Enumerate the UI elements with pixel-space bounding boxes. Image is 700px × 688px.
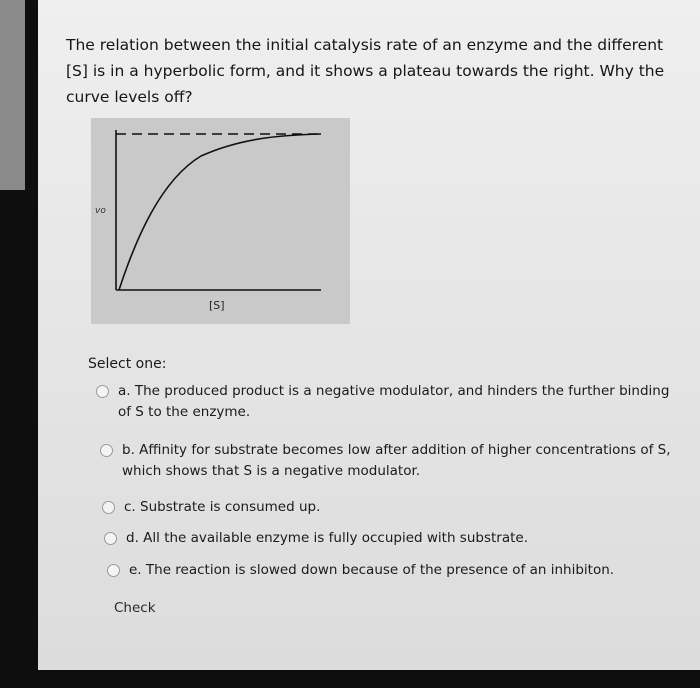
option-a[interactable] — [96, 381, 686, 423]
option-e[interactable] — [107, 560, 614, 581]
option-c-text: Substrate is consumed up. — [140, 499, 321, 515]
option-d-text: All the available enzyme is fully occupied with substrate. — [143, 530, 529, 546]
option-b[interactable] — [100, 440, 690, 482]
radio-c[interactable] — [102, 501, 115, 514]
option-c-letter: c. — [124, 499, 136, 515]
check-button[interactable]: Check — [114, 600, 156, 616]
option-a-text: The produced product is a negative modulator, and hinders the further binding of S to the enzyme. — [118, 383, 670, 420]
option-b-letter: b. — [122, 442, 135, 458]
select-one-label: Select one: — [88, 356, 167, 372]
radio-d[interactable] — [104, 532, 117, 545]
option-a-letter: a. — [118, 383, 131, 399]
michaelis-menten-graph — [91, 118, 350, 324]
option-b-text: Affinity for substrate becomes low after addition of higher concentrations of S, which shows that S is a negative modulator. — [122, 442, 671, 479]
background-strip — [0, 0, 25, 190]
radio-b[interactable] — [100, 444, 113, 457]
radio-a[interactable] — [96, 385, 109, 398]
question-text: The relation between the initial catalysis rate of an enzyme and the different [S] is in a hyperbolic form, and it shows a plateau towards the right. Why the curve levels off? — [66, 36, 665, 106]
option-c[interactable] — [102, 497, 320, 518]
option-d[interactable] — [104, 528, 528, 549]
y-axis-label: vo — [95, 206, 106, 216]
radio-e[interactable] — [107, 564, 120, 577]
option-e-letter: e. — [129, 562, 142, 578]
option-d-letter: d. — [126, 530, 139, 546]
x-axis-label: [S] — [209, 299, 225, 312]
option-e-text: The reaction is slowed down because of the presence of an inhibiton. — [145, 562, 615, 578]
graph-svg — [91, 118, 350, 324]
saturation-curve — [119, 134, 321, 290]
